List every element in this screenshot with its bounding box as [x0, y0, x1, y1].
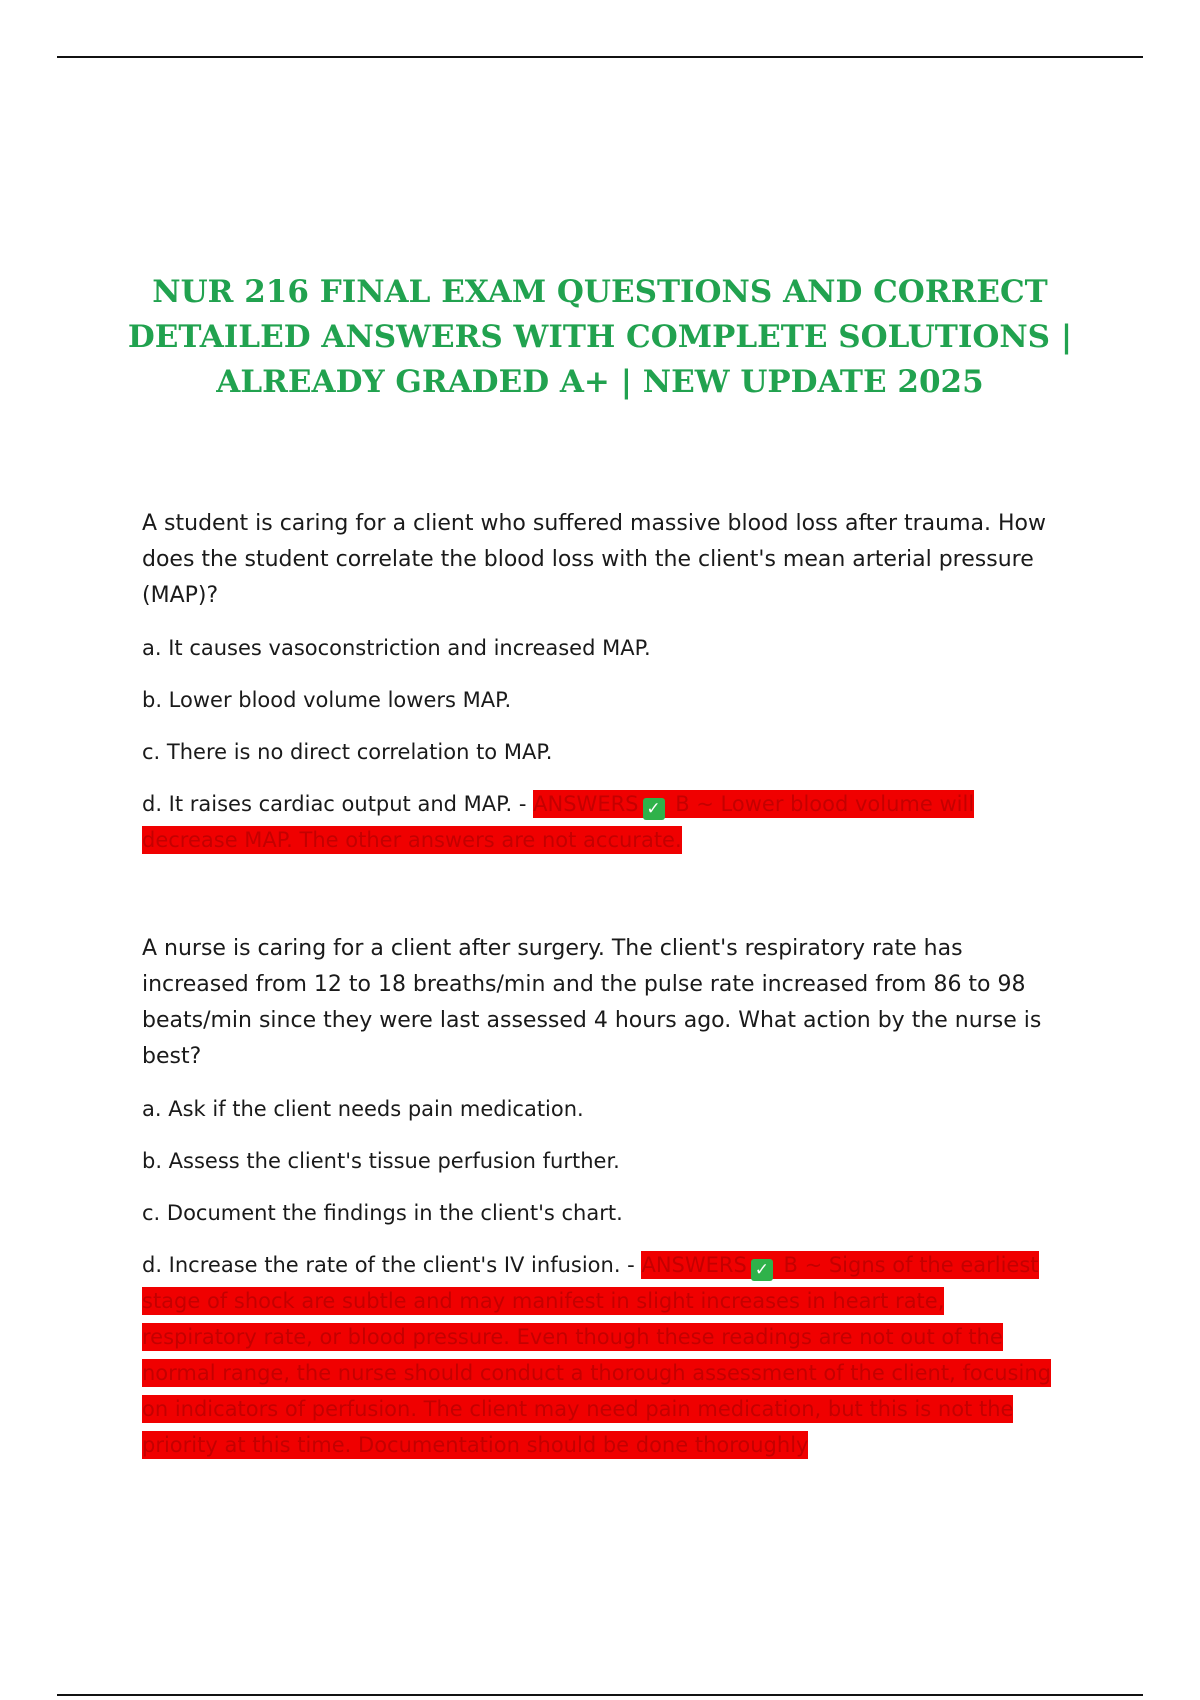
- bottom-divider: [57, 1694, 1143, 1696]
- checkmark-icon: ✓: [751, 1259, 773, 1281]
- question-2: [142, 931, 1062, 1463]
- question-stem: A student is caring for a client who suffered massive blood loss after trauma. How does the student correlate the blood loss with the client's mean arterial pressure (MAP)?: [142, 511, 1046, 608]
- document-title: [100, 270, 1100, 405]
- answer-explanation: B ~ Signs of the earliest stage of shock are subtle and may manifest in slight increases in heart rate, respiratory rate, or blood pressure. Even though these readings are not out of the normal range, the nurse should conduct a thorough assessment of the client, focusing on indicators of perfusion. The client may need pain medication, but this is not the priority at this time. Documentation should be done thoroughly: [142, 1253, 1051, 1457]
- answer-explanation: B ~ Lower blood volume will decrease MAP. The other answers are not accurate.: [142, 792, 975, 852]
- option-b: b. Lower blood volume lowers MAP.: [142, 688, 512, 712]
- option-a: a. Ask if the client needs pain medication.: [142, 1097, 584, 1121]
- answer-label: ANSWERS: [641, 1253, 747, 1277]
- option-d: d. Increase the rate of the client's IV infusion. -: [142, 1253, 635, 1277]
- checkmark-icon: ✓: [643, 798, 665, 820]
- option-a: a. It causes vasoconstriction and increased MAP.: [142, 636, 651, 660]
- option-c: c. There is no direct correlation to MAP.: [142, 740, 553, 764]
- option-c: c. Document the findings in the client's chart.: [142, 1201, 623, 1225]
- title-line-1: NUR 216 FINAL EXAM QUESTIONS AND CORRECT: [152, 274, 1048, 310]
- title-line-3: ALREADY GRADED A+ | NEW UPDATE 2025: [216, 364, 984, 400]
- answer-highlight: [142, 1251, 1051, 1459]
- option-d-with-answer: [142, 786, 1062, 858]
- option-d-with-answer: [142, 1247, 1062, 1463]
- title-line-2: DETAILED ANSWERS WITH COMPLETE SOLUTIONS |: [127, 319, 1073, 355]
- question-1: [142, 506, 1062, 858]
- answer-label: ANSWERS: [533, 792, 639, 816]
- top-divider: [57, 56, 1143, 58]
- option-b: b. Assess the client's tissue perfusion further.: [142, 1149, 620, 1173]
- option-d: d. It raises cardiac output and MAP. -: [142, 792, 527, 816]
- question-stem: A nurse is caring for a client after surgery. The client's respiratory rate has increased from 12 to 18 breaths/min and the pulse rate increased from 86 to 98 beats/min since they were last assessed 4 hours ago. What action by the nurse is best?: [142, 936, 1042, 1069]
